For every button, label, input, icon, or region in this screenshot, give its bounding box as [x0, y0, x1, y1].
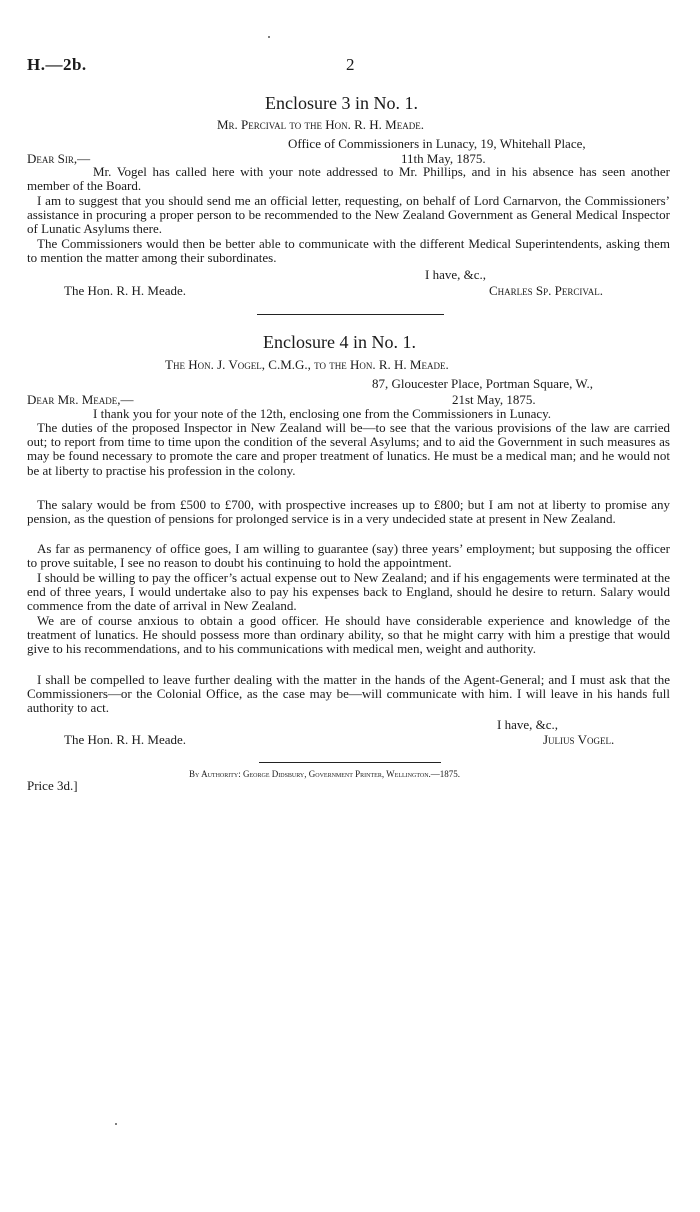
printer-imprint: By Authority: George Didsbury, Government Printer, Wellington.—1875.	[189, 769, 461, 779]
enclosure-3-recipient: The Hon. R. H. Meade.	[64, 283, 187, 298]
enclosure-3-paragraph-2: I am to suggest that you should send me an official letter, requesting, on behalf of Lord Carnarvon, the Commissioners’ assistance in procuring a proper person to be recommended to the New Zealand Government as General Medical Inspector of Lunatic Asylums there.	[27, 193, 670, 237]
enclosure-4-salutation: Dear Mr. Meade,—	[27, 392, 134, 407]
enclosure-4-from-to: The Hon. J. Vogel, C.M.G., to the Hon. R. H. Meade.	[165, 357, 449, 372]
speck	[115, 1123, 117, 1125]
enclosure-3-paragraph-1: Mr. Vogel has called here with your note addressed to Mr. Phillips, and in his absence has seen another member of the Board.	[27, 164, 670, 194]
enclosure-3-salutation: Dear Sir,—	[27, 151, 91, 166]
document-reference: H.—2b.	[27, 55, 87, 74]
enclosure-4-paragraph-2: The duties of the proposed Inspector in New Zealand will be—to see that the various provisions of the law are carried out; to report from time to time upon the condition of the several Asylums; and to aid the Government in such measures as may be found necessary to promote the care and proper treatment of lunatics. He must be a medical man; and he would not be at liberty to practise his profession in the colony.	[27, 420, 670, 478]
speck	[268, 36, 270, 38]
price-label: Price 3d.]	[27, 778, 78, 793]
enclosure-3-date: 11th May, 1875.	[401, 151, 486, 166]
page-number: 2	[346, 55, 355, 74]
enclosure-3-from-to: Mr. Percival to the Hon. R. H. Meade.	[217, 117, 424, 132]
enclosure-4-address: 87, Gloucester Place, Portman Square, W.,	[372, 376, 593, 391]
enclosure-4-paragraph-5: I should be willing to pay the officer’s actual expense out to New Zealand; and if his engagements were terminated at the end of three years, I would undertake also to pay his expenses back to England, should he desire to return. Salary would commence from the date of arrival in New Zealand.	[27, 570, 670, 614]
enclosure-4-closing: I have, &c.,	[497, 717, 559, 732]
enclosure-4-paragraph-7: I shall be compelled to leave further dealing with the matter in the hands of the Agent-General; and I must ask that the Commissioners—or the Colonial Office, as the case may be—will communicate with him. I will leave in his hands full authority to act.	[27, 672, 670, 716]
enclosure-3-title: Enclosure 3 in No. 1.	[265, 93, 418, 113]
enclosure-3-closing: I have, &c.,	[425, 267, 487, 282]
enclosure-4-paragraph-6: We are of course anxious to obtain a good officer. He should have considerable experience and knowledge of the treatment of lunatics. He should possess more than ordinary ability, so that he might carry with him a prestige that would give to his recommendations, and to his communications with medical men, weight and authority.	[27, 613, 670, 657]
enclosure-4-date: 21st May, 1875.	[452, 392, 536, 407]
section-divider	[257, 314, 444, 315]
footer-rule	[259, 762, 441, 763]
enclosure-4-paragraph-4: As far as permanency of office goes, I am willing to guarantee (say) three years’ employment; but supposing the officer to prove suitable, I see no reason to doubt his continuing to hold the appointment.	[27, 541, 670, 571]
enclosure-3-signature: Charles Sp. Percival.	[489, 283, 603, 298]
enclosure-4-paragraph-3: The salary would be from £500 to £700, with prospective increases up to £800; but I am not at liberty to promise any pension, as the question of pensions for prolonged service is in a very undecided state at present in New Zealand.	[27, 497, 670, 527]
enclosure-3-paragraph-3: The Commissioners would then be better able to communicate with the different Medical Superintendents, asking them to mention the matter among their subordinates.	[27, 236, 670, 266]
enclosure-4-title: Enclosure 4 in No. 1.	[263, 332, 416, 352]
enclosure-4-paragraph-1: I thank you for your note of the 12th, enclosing one from the Commissioners in Lunacy.	[93, 406, 552, 421]
enclosure-4-recipient: The Hon. R. H. Meade.	[64, 732, 187, 747]
enclosure-4-signature: Julius Vogel.	[543, 732, 615, 747]
enclosure-3-address: Office of Commissioners in Lunacy, 19, Whitehall Place,	[288, 136, 586, 151]
